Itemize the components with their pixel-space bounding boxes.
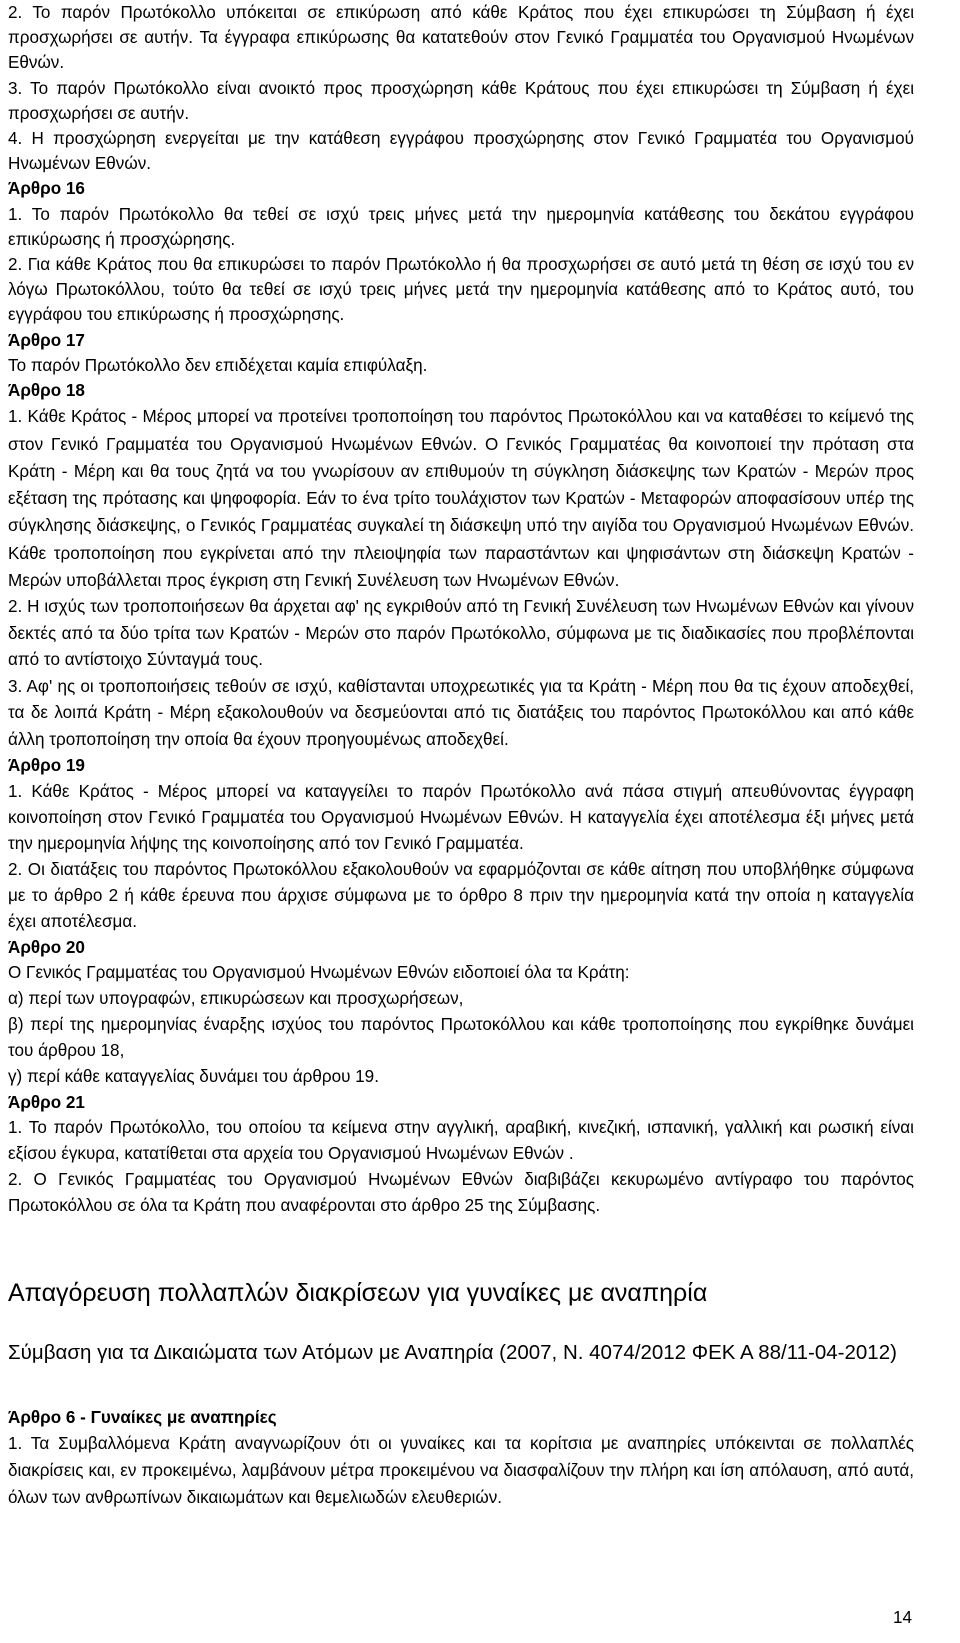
- article-16-heading: Άρθρο 16: [8, 179, 85, 199]
- article-20-heading: Άρθρο 20: [8, 937, 85, 957]
- article-17-heading: Άρθρο 17: [8, 330, 85, 350]
- article-18-paragraph-3: 3. Αφ' ης οι τροποποιήσεις τεθούν σε ισχύ, καθίστανται υποχρεωτικές για τα Κράτη - Μέρη που θα τις έχουν αποδεχθεί, τα δε λοιπά Κράτη - Μέρη εξακολουθούν να δεσμεύονται από τις διατάξεις του παρόντος Πρωτοκόλλου και από κάθε άλλη τροποποίηση την οποία θα έχουν προηγουμένως αποδεχθεί.: [8, 676, 914, 749]
- article-20-item-b: β) περί της ημερομηνίας έναρξης ισχύος του παρόντος Πρωτοκόλλου και κάθε τροποποίησης που εγκρίθηκε δυνάμει του άρθρου 18,: [8, 1014, 914, 1060]
- convention-title: Σύμβαση για τα Δικαιώματα των Ατόμων με Αναπηρία (2007, Ν. 4074/2012 ΦΕΚ Α 88/11-04-2012): [8, 1340, 897, 1364]
- article-18-paragraph-2: 2. Η ισχύς των τροποποιήσεων θα άρχεται αφ' ης εγκριθούν από τη Γενική Συνέλευση των Ηνωμένων Εθνών και γίνουν δεκτές από τα δύο τρίτα των Κρατών - Μερών στο παρόν Πρωτόκολλο, σύμφωνα με τις διαδικασίες που προβλέπονται από το αντίστοιχο Σύνταγμά τους.: [8, 597, 914, 670]
- article-21-heading: Άρθρο 21: [8, 1092, 85, 1112]
- article-19-paragraph-2: 2. Οι διατάξεις του παρόντος Πρωτοκόλλου εξακολουθούν να εφαρμόζονται σε κάθε αίτηση που υποβλήθηκε σύμφωνα με το άρθρο 2 ή κάθε έρευνα που άρχισε σύμφωνα με το όρθρο 8 πριν την ημερομηνία κατά την οποία η καταγγελία έχει αποτέλεσμα.: [8, 859, 914, 931]
- article-16-paragraph-2: 2. Για κάθε Κράτος που θα επικυρώσει το παρόν Πρωτόκολλο ή θα προσχωρήσει σε αυτό μετά τη θέση σε ισχύ του εν λόγω Πρωτοκόλλου, τούτο θα τεθεί σε ισχύ τρεις μήνες μετά την ημερομηνία κατάθεσης από το Κράτος αυτό, του εγγράφου του επικύρωσης ή προσχώρησης.: [8, 255, 914, 325]
- document-body: [8, 0, 914, 1511]
- article-16-paragraph-1: 1. Το παρόν Πρωτόκολλο θα τεθεί σε ισχύ τρεις μήνες μετά την ημερομηνία κατάθεσης του δεκάτου εγγράφου επικύρωσης ή προσχώρησης.: [8, 204, 914, 249]
- article-21-paragraph-1: 1. Το παρόν Πρωτόκολλο, του οποίου τα κείμενα στην αγγλική, αραβική, κινεζική, ισπανική, γαλλική και ρωσική είναι εξίσου έγκυρα, κατατίθεται στα αρχεία του Οργανισμού Ηνωμένων Εθνών .: [8, 1117, 914, 1163]
- article-6-heading: Άρθρο 6 - Γυναίκες με αναπηρίες: [8, 1407, 277, 1427]
- article-20-item-c: γ) περί κάθε καταγγελίας δυνάμει του άρθρου 19.: [8, 1066, 379, 1086]
- section-title: Απαγόρευση πολλαπλών διακρίσεων για γυναίκες με αναπηρία: [8, 1278, 708, 1307]
- article-18-paragraph-1: 1. Κάθε Κράτος - Μέρος μπορεί να προτείνει τροποποίηση του παρόντος Πρωτοκόλλου και να καταθέσει το κείμενό της στον Γενικό Γραμματέα του Οργανισμού Ηνωμένων Εθνών. Ο Γενικός Γραμματέας θα κοινοποιεί την πρόταση στα Κράτη - Μέρη και θα τους ζητά να του γνωρίσουν αν επιθυμούν τη σύγκληση διάσκεψης των Κρατών - Μερών προς εξέταση της πρότασης και ψηφοφορία. Εάν το ένα τρίτο τουλάχιστον των Κρατών - Μεταφορών αποφασίσουν υπέρ της σύγκλησης διάσκεψης, ο Γενικός Γραμματέας συγκαλεί τη διάσκεψη υπό την αιγίδα του Οργανισμού Ηνωμένων Εθνών. Κάθε τροποποίηση που εγκρίνεται από την πλειοψηφία των παραστάντων και ψηφισάντων στη διάσκεψη Κρατών - Μερών υποβάλλεται προς έγκριση στη Γενική Συνέλευση των Ηνωμένων Εθνών.: [8, 407, 914, 591]
- article-17-paragraph-1: Το παρόν Πρωτόκολλο δεν επιδέχεται καμία επιφύλαξη.: [8, 355, 428, 375]
- article-20-item-a: α) περί των υπογραφών, επικυρώσεων και προσχωρήσεων,: [8, 988, 464, 1008]
- article-20-intro: Ο Γενικός Γραμματέας του Οργανισμού Ηνωμένων Εθνών ειδοποιεί όλα τα Κράτη:: [8, 962, 630, 982]
- article-19-heading: Άρθρο 19: [8, 756, 85, 776]
- article-15-paragraph-3: 3. Το παρόν Πρωτόκολλο είναι ανοικτό προς προσχώρηση κάθε Κράτους που έχει επικυρώσει τη Σύμβαση ή έχει προσχωρήσει σε αυτήν.: [8, 78, 914, 123]
- article-19-paragraph-1: 1. Κάθε Κράτος - Μέρος μπορεί να καταγγείλει το παρόν Πρωτόκολλο ανά πάσα στιγμή απευθύνοντας έγγραφη κοινοποίηση στον Γενικό Γραμματέα του Οργανισμού Ηνωμένων Εθνών. Η καταγγελία έχει αποτέλεσμα έξι μήνες μετά την ημερομηνία λήψης της κοινοποίησης από τον Γενικό Γραμματέα.: [8, 781, 914, 853]
- article-15-paragraph-4: 4. Η προσχώρηση ενεργείται με την κατάθεση εγγράφου προσχώρησης στον Γενικό Γραμματέα του Οργανισμού Ηνωμένων Εθνών.: [8, 129, 914, 174]
- article-21-paragraph-2: 2. Ο Γενικός Γραμματέας του Οργανισμού Ηνωμένων Εθνών διαβιβάζει κεκυρωμένο αντίγραφο του παρόντος Πρωτοκόλλου σε όλα τα Κράτη που αναφέρονται στο άρθρο 25 της Σύμβασης.: [8, 1169, 914, 1215]
- article-15-paragraph-2: 2. Το παρόν Πρωτόκολλο υπόκειται σε επικύρωση από κάθε Κράτος που έχει επικυρώσει τη Σύμβαση ή έχει προσχωρήσει σε αυτήν. Τα έγγραφα επικύρωσης θα κατατεθούν στον Γενικό Γραμματέα του Οργανισμού Ηνωμένων Εθνών.: [8, 3, 914, 73]
- article-6-paragraph-1: 1. Τα Συμβαλλόμενα Κράτη αναγνωρίζουν ότι οι γυναίκες και τα κορίτσια με αναπηρίες υπόκεινται σε πολλαπλές διακρίσεις και, εν προκειμένω, λαμβάνουν μέτρα προκειμένου να διασφαλίζουν την πλήρη και ίση απόλαυση, από αυτά, όλων των ανθρωπίνων δικαιωμάτων και θεμελιωδών ελευθεριών.: [8, 1434, 914, 1508]
- page-number: 14: [892, 1608, 912, 1627]
- article-18-heading: Άρθρο 18: [8, 381, 85, 401]
